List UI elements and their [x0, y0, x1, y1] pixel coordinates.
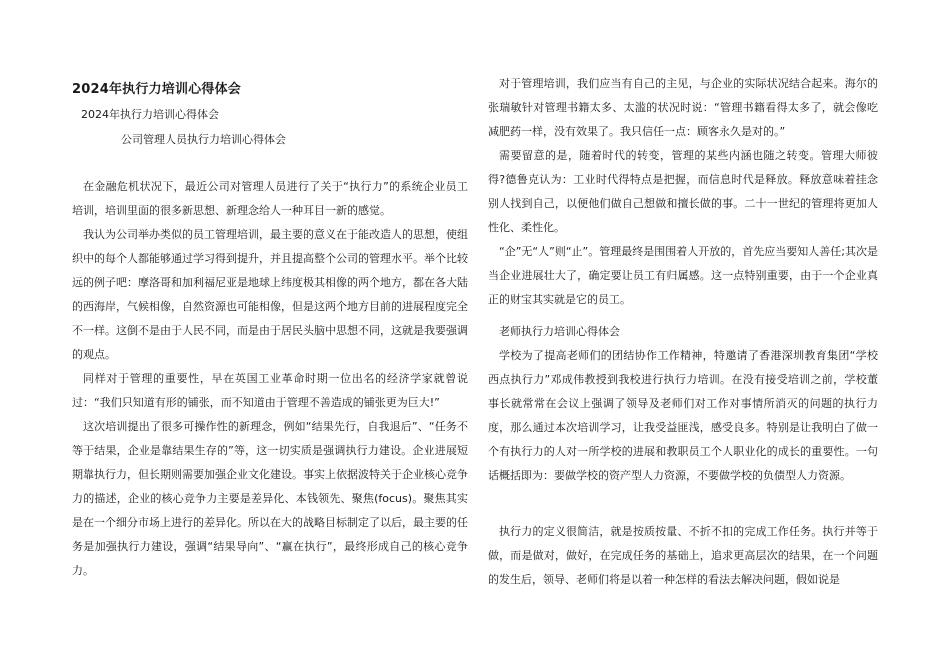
- paragraph: 执行力的定义很简洁，就是按质按量、不折不扣的完成工作任务。执行并等于做，而是做对，做好，在完成任务的基础上，追求更高层次的结果，在一个问题的发生后，领导、老师们将是以着一种怎样的看法去解决问题，假如说是: [488, 525, 878, 586]
- paragraph: 我认为公司举办类似的员工管理培训，最主要的意义在于能改造人的思想，使组织中的每个人都能够通过学习得到提升，并且提高整个公司的管理水平。举个比较远的例子吧：摩洛哥和加利福尼亚是地球上纬度极其相像的两个地方，都在各大陆的西海岸，气候相像，自然资源也可能相像，但是这两个地方目前的进展程度完全不一样。这倒不是由于人民不同，而是由于居民头脑中思想不同，这就是我要强调的观点。: [72, 228, 468, 361]
- paragraph: 对于管理培训，我们应当有自己的主见，与企业的实际状况结合起来。海尔的张瑞敏针对管理书籍太多、太滥的状况时说：“管理书籍看得太多了，就会像吃减肥药一样，没有效果了。我只信任一点：顾客永久是对的。”: [488, 77, 878, 138]
- paragraph: 学校为了提高老师们的团结协作工作精神，特邀请了香港深圳教育集团“学校西点执行力”邓成伟教授到我校进行执行力培训。在没有接受培训之前，学校董事长就常常在会议上强调了领导及老师们对工作对事情所消灭的问题的执行力度，那么通过本次培训学习，让我受益匪浅，感受良多。特别是让我明白了做一个有执行力的人对一所学校的进展和教职员工个人职业化的成长的重要性。一句话概括即为：要做学校的资产型人力资源，不要做学校的负债型人力资源。: [488, 349, 878, 482]
- paragraph: “企”无“人”则“止”。管理最终是围围着人开放的，首先应当要知人善任;其次是当企业进展壮大了，确定要让员工有归属感。这一点特别重要，由于一个企业真正的财宝其实就是它的员工。: [488, 245, 878, 306]
- paragraph: 同样对于管理的重要性，早在英国工业革命时期一位出名的经济学家就曾说过：“我们只知道有形的铺张，而不知道由于管理不善造成的铺张更为巨大!”: [72, 372, 468, 409]
- paragraph: 这次培训提出了很多可操作性的新理念，例如“结果先行，自我退后”、“任务不等于结果，企业是靠结果生存的”等，这一切实质是强调执行力建设。企业进展短期靠执行力，但长期则需要加强企业文化建设。事实上依据波特关于企业核心竞争力的描述，企业的核心竞争力主要是差异化、本钱领先、聚焦(focus)。聚焦其实是在一个细分市场上进行的差异化。所以在大的战略目标制定了以后，最主要的任务是加强执行力建设，强调“结果导向”、“赢在执行”，最终形成自己的核心竞争力。: [72, 420, 468, 577]
- paragraph: 需要留意的是，随着时代的转变，管理的某些内涵也随之转变。管理大师彼得?德鲁克认为：工业时代得特点是把握，而信息时代是释放。释放意味着挂念别人找到自己，以便他们做自己想做和擅长做的事。二十一世纪的管理将更加人性化、柔性化。: [488, 149, 878, 234]
- section-title-teacher: 老师执行力培训心得体会: [499, 325, 620, 338]
- document-title: 2024年执行力培训心得体会: [72, 82, 241, 97]
- paragraph: 在金融危机状况下，最近公司对管理人员进行了关于“执行力”的系统企业员工培训，培训里面的很多新思想、新理念给人一种耳目一新的感觉。: [72, 180, 468, 217]
- section-title-management: 公司管理人员执行力培训心得体会: [121, 133, 286, 146]
- document-subtitle: 2024年执行力培训心得体会: [81, 108, 219, 121]
